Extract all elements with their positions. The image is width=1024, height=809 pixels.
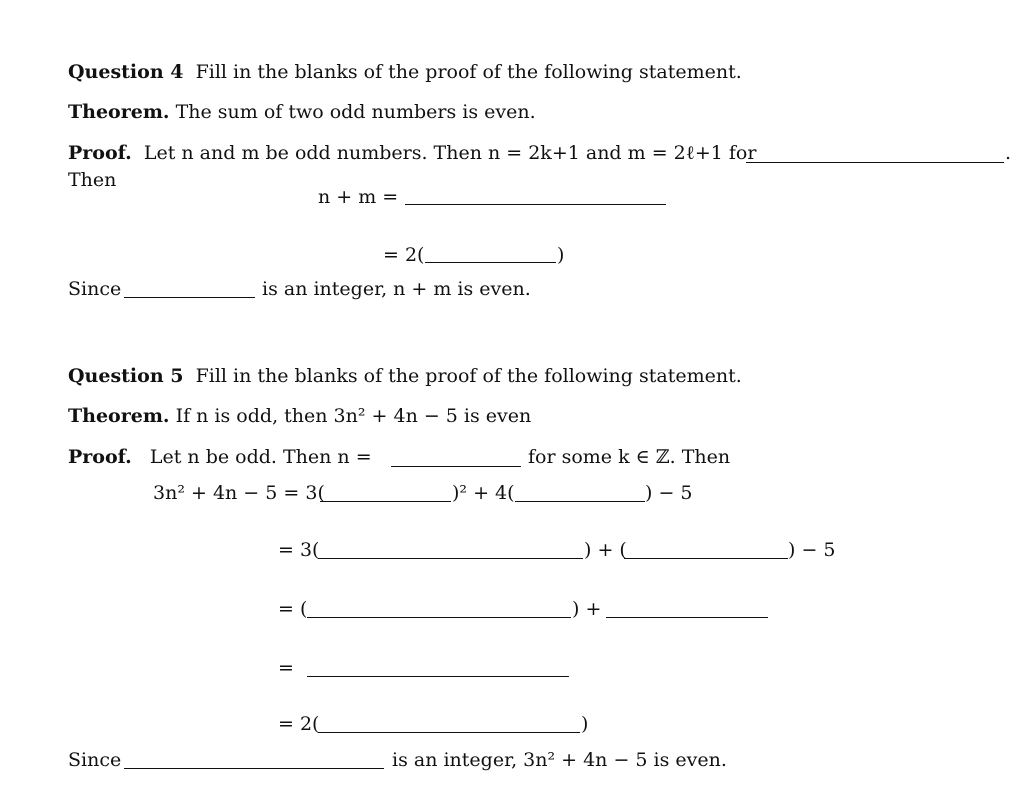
q4-line2-lhs: = 2(: [383, 244, 425, 266]
q4-proof-label: Proof.: [68, 142, 132, 164]
q4-line1-lhs: n + m =: [318, 186, 399, 208]
q4-blank-since[interactable]: [124, 280, 255, 298]
q4-since-tail: is an integer, n + m is even.: [262, 278, 531, 300]
q5-eq2-end: ) − 5: [788, 539, 836, 561]
q5-eq3-mid: ) +: [572, 598, 602, 620]
q5-eq5-blank[interactable]: [318, 715, 580, 733]
q5-eq2-blank2[interactable]: [624, 541, 788, 559]
q5-eq2-lhs: = 3(: [278, 539, 320, 561]
q5-theorem-label: Theorem.: [68, 405, 170, 427]
q5-eq5-lhs: = 2(: [278, 713, 320, 735]
q4-blank-factor[interactable]: [425, 245, 556, 263]
q4-instruction-line: [68, 60, 742, 84]
q5-since: Since: [68, 749, 122, 771]
q5-theorem-line: [68, 404, 531, 428]
q5-eq3-lhs: = (: [278, 598, 308, 620]
q5-eq1-blank2[interactable]: [515, 484, 645, 502]
q5-blank-since[interactable]: [124, 751, 384, 769]
q5-eq1-lhs: 3n² + 4n − 5 = 3(: [153, 482, 325, 504]
q4-theorem-text: The sum of two odd numbers is even.: [175, 101, 536, 123]
q5-proof-line: [68, 445, 372, 469]
q4-blank-sum[interactable]: [405, 187, 666, 205]
q4-then: Then: [68, 169, 117, 191]
q5-proof-label: Proof.: [68, 446, 132, 468]
q5-blank-n[interactable]: [391, 449, 521, 467]
q4-blank-for[interactable]: [746, 145, 1004, 163]
q4-theorem-line: [68, 100, 536, 124]
q5-proof-text: Let n be odd. Then n =: [149, 446, 372, 468]
q4-proof-line: [68, 141, 756, 165]
q4-line2-close: ): [557, 244, 565, 266]
q5-eq3-blank1[interactable]: [307, 600, 571, 618]
q4-proof-text: Let n and m be odd numbers. Then n = 2k+1 and m = 2ℓ+1 for: [143, 142, 757, 164]
q4-theorem-label: Theorem.: [68, 101, 170, 123]
q5-heading: Question 5: [68, 365, 184, 387]
q5-eq1-mid: )² + 4(: [452, 482, 515, 504]
q5-eq1-end: ) − 5: [645, 482, 693, 504]
q5-eq4-blank[interactable]: [307, 659, 569, 677]
q5-eq4-lhs: =: [278, 657, 294, 679]
q4-since: Since: [68, 278, 122, 300]
q5-proof-tail: for some k ∈ ℤ. Then: [528, 446, 731, 468]
q5-eq3-blank2[interactable]: [606, 600, 768, 618]
q5-eq5-end: ): [581, 713, 589, 735]
q5-eq1-blank1[interactable]: [320, 484, 451, 502]
q4-heading: Question 4: [68, 61, 184, 83]
q5-since-tail: is an integer, 3n² + 4n − 5 is even.: [392, 749, 727, 771]
q5-eq2-blank1[interactable]: [318, 541, 583, 559]
q5-theorem-text: If n is odd, then 3n² + 4n − 5 is even: [175, 405, 532, 427]
period: .: [1005, 142, 1012, 164]
q5-instruction: Fill in the blanks of the proof of the following statement.: [195, 365, 742, 387]
q5-eq2-mid: ) + (: [584, 539, 627, 561]
q4-instruction: Fill in the blanks of the proof of the following statement.: [195, 61, 742, 83]
q5-instruction-line: [68, 364, 742, 388]
